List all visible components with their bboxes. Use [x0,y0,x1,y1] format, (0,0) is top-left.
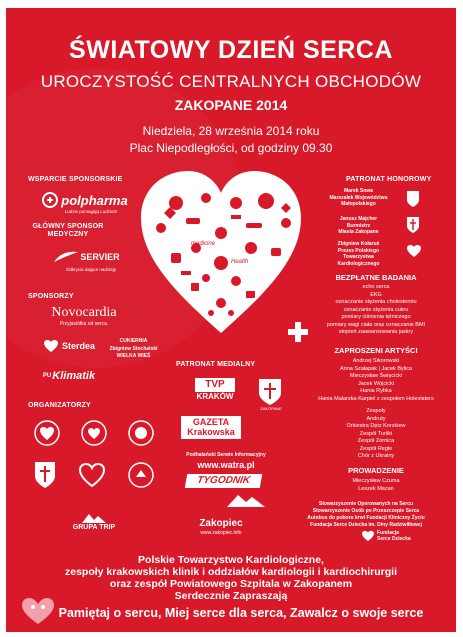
tvp-krakow-logo: TVP KRAKÓW [196,379,234,401]
heart-illustration [136,163,306,338]
footer-invite: Serdecznie Zapraszają [174,590,288,602]
footer-line-3: oraz zespół Powiatowego Szpitala w Zakopanem [109,578,353,590]
organizer-heart-badge-icon [34,420,60,446]
svg-text:medicine: medicine [191,241,216,247]
honorary-patron-2: Janusz Majcher Burmistrz Miasta Zakopane [338,216,379,235]
bands-list: Zespoły Andruty Orkiestra Dętz Korzkiew Zespół Turliki Zespół Zornica Zespół Regle Chór z Ukrainy [346,408,406,459]
servier-tagline: Odkrycia dające nadzieję [65,267,117,272]
poster-subtitle: UROCZYSTOŚĆ CENTRALNYCH OBCHODÓW [40,72,422,91]
honorary-patron-1: Marek Sowa Marszałek Województwa Małopolskiego [329,188,388,207]
organizer-badge-icon [128,420,154,446]
footer-line-1: Polskie Towarzystwo Kardiologiczne, [138,554,324,566]
poster-city: ZAKOPANE 2014 [174,97,288,113]
svg-text:Health: Health [231,259,249,265]
organizer-logos-row1 [34,418,154,448]
zakopiec-logo: Zakopiec [199,518,243,529]
tygodnik-logo: TYGODNIK [185,474,262,488]
ptk-heart-icon [406,244,422,258]
mountain-logo [226,492,266,508]
main-sponsor-heading: GŁÓWNY SPONSOR MEDYCZNY [32,223,104,238]
hosts-heading: PROWADZENIE [348,466,404,475]
zakopiec-url: www.zakopiec.info [200,530,242,536]
artists-heading: ZAPROSZENI ARTYŚCI [334,346,418,355]
cukiernia-label: CUKIERNIA Zbigniew Stochalski WIELKA WIEŚ [109,338,158,359]
event-info [6,123,456,157]
hosts-list: Mieczysław Czuma Leszek Mazan [352,478,400,492]
motto: Pamiętaj o sercu, Miej serce dla serca, Zawalcz o swoje serce [58,606,424,620]
watra-description: Podhalański Serwis Informacyjny [186,452,266,458]
klimatik-logo: PU Klimatik [42,370,96,382]
media-heading: PATRONAT MEDIALNY [176,361,256,368]
event-place: Plac Niepodległości, od godziny 09.30 [129,141,333,155]
sponsor-support-heading: WSPARCIE SPONSORSKIE [28,176,123,183]
servier-logo: SERVIER [42,248,132,266]
free-tests-heading: BEZPŁATNE BADANIA [335,273,417,282]
event-date: Niedziela, 28 września 2014 roku [142,124,320,138]
fundacja-logo: Fundacja Serce Dziecka [361,530,411,542]
organizations-list: Stowarzyszenie Operowanych na Sercu Stowarzyszenie Osób po Przeszczepie Serca Autobus do poboru krwi Fundacji Kliniczny Życiu Fundacja Serce Dziecka im. Diny Radziwiłłowej [307,501,425,528]
organizers-heading: ORGANIZATORZY [28,402,92,409]
polpharma-tagline: Ludzie pomagają Ludziom [64,209,118,214]
novocardia-logo: Novocardia Przyjaciółka od serca. [51,305,117,327]
free-tests-list: echo serca EKG oznaczanie stężenia cholesterolu oznaczanie stężenia cukru pomiary ciśnienia tętniczego pomiary wagi ciała oraz oznaczanie BMI stopień zaawansowania jaskry [326,284,426,335]
pte-badge-icon [81,420,107,446]
honorary-heading: PATRONAT HONOROWY [346,176,432,183]
gazeta-krakowska-logo: GAZETA Krakowska [181,416,241,439]
grupa-trip-logo: GRUPA TRIP [64,508,124,534]
watra-url: www.watra.pl [197,460,255,470]
sponsors-heading: SPONSORZY [28,293,74,300]
heart-outline-icon [77,461,107,489]
footer-organizers [6,554,456,602]
poster-title: ŚWIATOWY DZIEŃ SERCA [69,36,393,64]
round-badge-icon [128,462,154,488]
footer-line-2: zespoły krakowskich klinik i oddziałów kardiologii i kardiochirurgii [64,566,397,578]
polpharma-logo: polpharma [40,190,130,210]
crest-icon [34,461,56,489]
malopolska-crest-icon [406,190,420,208]
zakopane-crest-icon [406,216,420,234]
poster [6,8,456,632]
zakopane-crest-logo: ZAKOPANE [258,378,284,411]
sterdea-logo: Sterdea [34,338,104,354]
honorary-patron-3: Zbigniew Kołaruś Prezes Polskiego Towarzystwa Kardiologicznego [337,241,380,267]
artists-list: Andrzej Sikorowski Anna Szałapak | Jacek Bylica Mieczysław Święcicki Jacek Wójcicki Hania Rybka Hania Malarska-Karpiel z zespołem Holeviaters [318,358,434,402]
organizer-logos-row2 [34,460,154,490]
